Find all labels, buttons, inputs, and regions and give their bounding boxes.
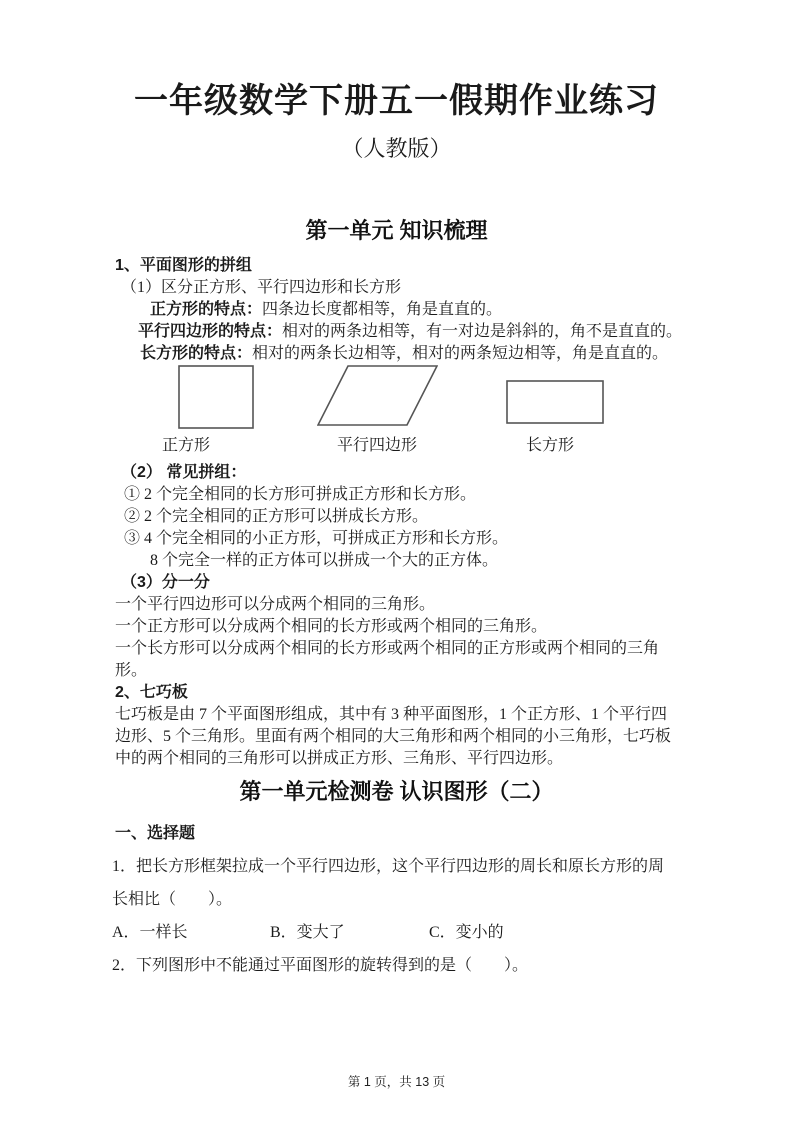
- question-1-options: [112, 916, 705, 949]
- square-label: 正方形: [162, 437, 211, 454]
- question-1-line-1: 1．把长方形框架拉成一个平行四边形，这个平行四边形的周长和原长方形的周: [112, 858, 665, 875]
- page-number-footer: 第 1 页，共 13 页: [347, 1075, 446, 1089]
- knowledge-line-bold: 长方形的特点：: [140, 345, 253, 362]
- knowledge-line-text: 一个正方形可以分成两个相同的长方形或两个相同的三角形。: [115, 618, 548, 635]
- knowledge-line-text: 8 个完全一样的正方体可以拼成一个大的正方体。: [150, 552, 499, 569]
- knowledge-line: [112, 277, 705, 299]
- knowledge-line-text: ② 2 个完全相同的正方形可以拼成长方形。: [124, 508, 429, 525]
- multiple-choice-label: 一、选择题: [115, 825, 196, 842]
- knowledge-line: [112, 299, 705, 321]
- knowledge-line: [112, 343, 705, 365]
- knowledge-line-text: 相对的两条长边相等，相对的两条短边相等，角是直直的。: [252, 345, 669, 362]
- knowledge-line: [112, 748, 705, 770]
- rectangle-shape: [506, 380, 604, 424]
- knowledge-line: [112, 594, 705, 616]
- knowledge-line-text: 中的两个相同的三角形可以拼成正方形、三角形、平行四边形。: [115, 750, 564, 767]
- knowledge-line-text: （1）区分正方形、平行四边形和长方形: [121, 279, 402, 296]
- knowledge-line-text: 相对的两条边相等，有一对边是斜斜的，角不是直直的。: [282, 323, 683, 340]
- knowledge-line: [112, 528, 705, 550]
- knowledge-line-text: 四条边长度都相等，角是直直的。: [262, 301, 503, 318]
- knowledge-line: [112, 321, 705, 343]
- knowledge-section: [0, 255, 793, 770]
- question-2: 2．下列图形中不能通过平面图形的旋转得到的是（ ）。: [112, 957, 529, 974]
- knowledge-line-bold: 正方形的特点：: [150, 301, 263, 318]
- knowledge-line-text: ① 2 个完全相同的长方形可拼成正方形和长方形。: [124, 486, 477, 503]
- knowledge-line-text: 形。: [115, 662, 148, 679]
- document-title: 一年级数学下册五一假期作业练习: [134, 81, 659, 121]
- quiz-section: [0, 817, 793, 982]
- unit1-review-heading: 第一单元 知识梳理: [305, 218, 488, 243]
- knowledge-line: [112, 726, 705, 748]
- unit1-test-heading: 第一单元检测卷 认识图形（二）: [239, 779, 554, 804]
- knowledge-line-bold: 1、平面图形的拼组: [115, 257, 252, 274]
- knowledge-line-bold: （2） 常见拼组：: [121, 464, 247, 481]
- parallelogram-label: 平行四边形: [337, 437, 418, 454]
- knowledge-line-text: 七巧板是由 7 个平面图形组成，其中有 3 种平面图形，1 个正方形、1 个平行四: [115, 706, 668, 723]
- knowledge-line: [112, 572, 705, 594]
- knowledge-line: [112, 506, 705, 528]
- knowledge-line-text: 边形、5 个三角形。里面有两个相同的大三角形和两个相同的小三角形，七巧板: [115, 728, 672, 745]
- option-b: B．变大了: [270, 924, 345, 941]
- parallelogram-shape: [317, 365, 438, 426]
- square-shape: [178, 365, 254, 429]
- question-1-line-2: 长相比（ ）。: [112, 891, 233, 908]
- knowledge-line: [112, 255, 705, 277]
- knowledge-line: [112, 462, 705, 484]
- knowledge-line: [112, 484, 705, 506]
- rectangle-label: 长方形: [526, 437, 575, 454]
- knowledge-line: [112, 682, 705, 704]
- knowledge-line-text: ③ 4 个完全相同的小正方形，可拼成正方形和长方形。: [124, 530, 509, 547]
- knowledge-line: [112, 638, 705, 660]
- knowledge-line: [112, 550, 705, 572]
- knowledge-line-bold: 2、七巧板: [115, 684, 188, 701]
- option-a: A．一样长: [112, 924, 188, 941]
- knowledge-line-text: 一个长方形可以分成两个相同的长方形或两个相同的正方形或两个相同的三角: [115, 640, 660, 657]
- knowledge-line: [112, 704, 705, 726]
- knowledge-line: [112, 660, 705, 682]
- document-subtitle: （人教版）: [341, 137, 452, 162]
- knowledge-line-bold: 平行四边形的特点：: [138, 323, 283, 340]
- knowledge-line-text: 一个平行四边形可以分成两个相同的三角形。: [115, 596, 436, 613]
- knowledge-line-bold: （3）分一分: [121, 574, 210, 591]
- knowledge-line: [112, 616, 705, 638]
- shapes-figure: [112, 365, 705, 462]
- option-c: C．变小的: [429, 924, 504, 941]
